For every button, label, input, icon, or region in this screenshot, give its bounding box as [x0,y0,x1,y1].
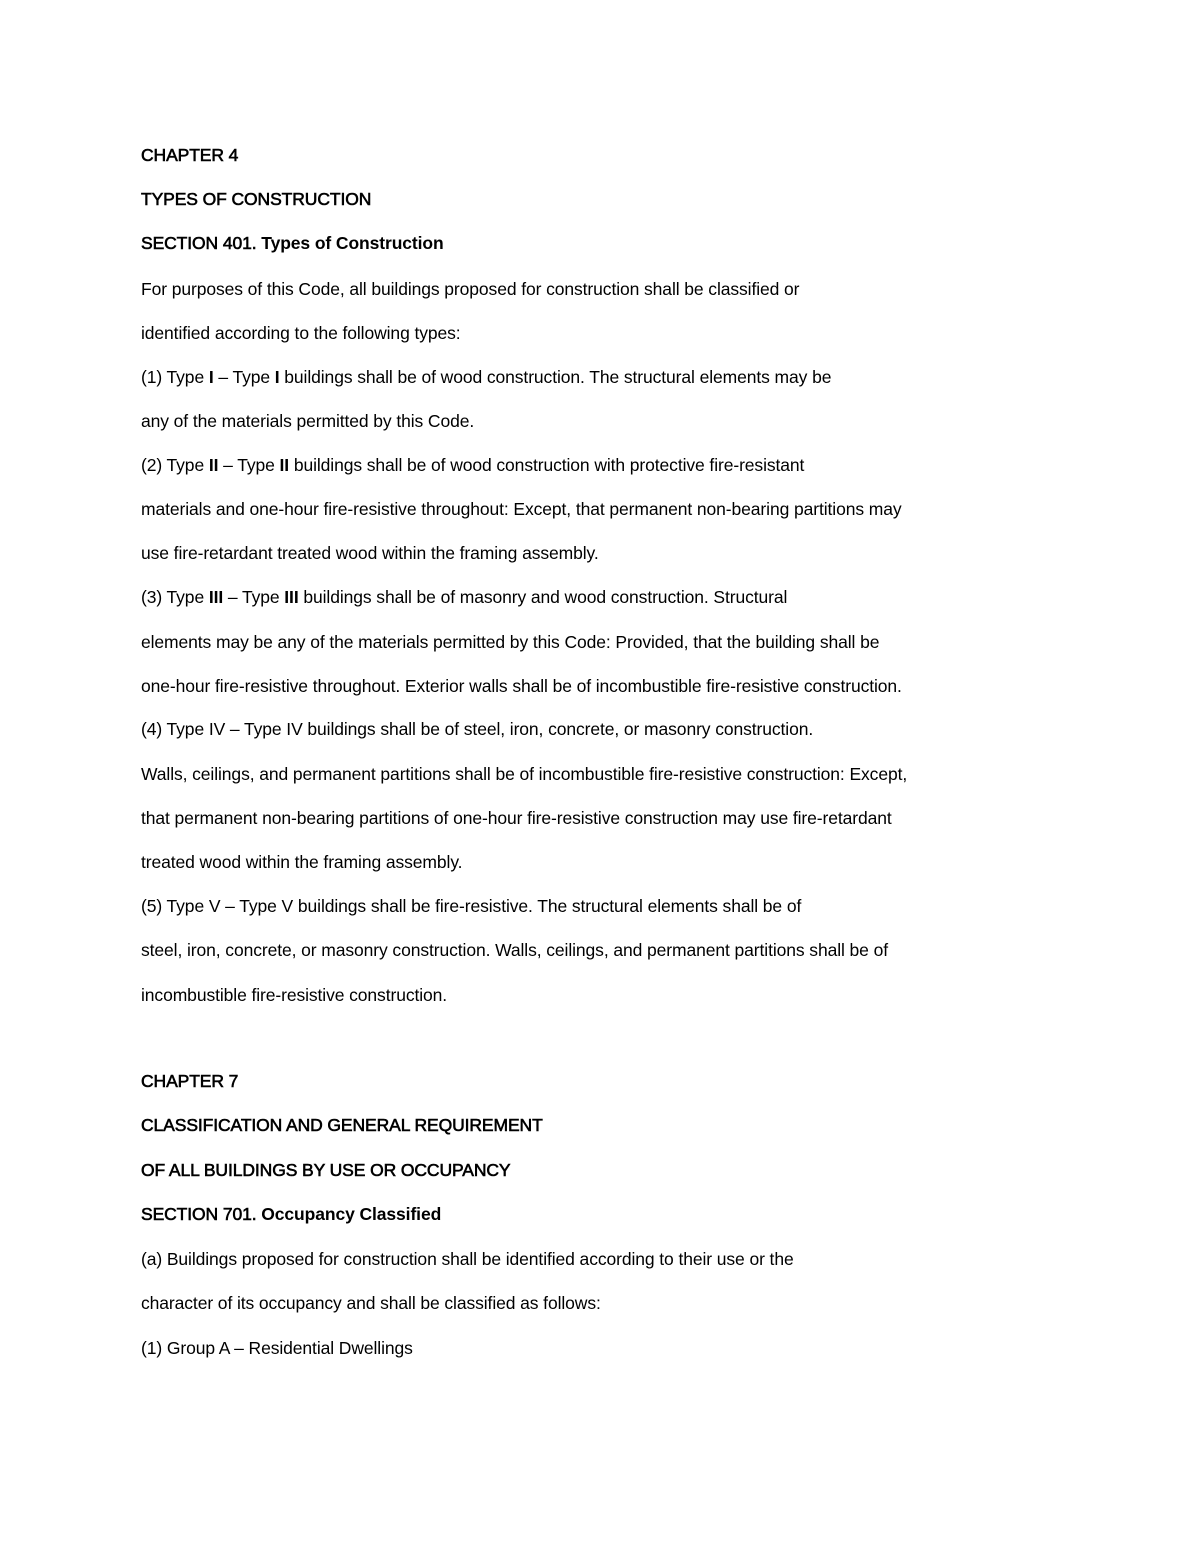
chapter-7-label: CHAPTER 7 [141,1071,239,1091]
type-2-rest: buildings shall be of wood construction with protective fire-resistant [289,455,805,475]
chapter-4-label: CHAPTER 4 [141,145,239,165]
type-1-prefix: (1) Type [141,367,209,387]
type-4-cont-2: that permanent non-bearing partitions of one-hour fire-resistive construction may use fire-retardant [141,808,892,828]
section-701-title: Occupancy Classified [261,1204,442,1224]
chapter-7-title-line-1: CLASSIFICATION AND GENERAL REQUIREMENT [141,1115,543,1135]
type-1-line [141,366,831,388]
type-3-cont-1: elements may be any of the materials permitted by this Code: Provided, that the building shall be [141,632,880,652]
type-2-prefix: (2) Type [141,455,209,475]
type-4-cont-3: treated wood within the framing assembly. [141,852,463,872]
type-2-cont-1: materials and one-hour fire-resistive throughout: Except, that permanent non-bearing partitions may [141,499,902,519]
type-1-num: I [208,367,214,387]
type-3-mid: – Type [223,587,285,607]
type-3-rest: buildings shall be of masonry and wood construction. Structural [298,587,788,607]
type-5-cont-1: steel, iron, concrete, or masonry construction. Walls, ceilings, and permanent partitions shall be of [141,940,888,960]
type-4-line: (4) Type IV – Type IV buildings shall be of steel, iron, concrete, or masonry construction. [141,719,814,739]
section-401-heading [141,232,444,254]
type-2-line [141,454,804,476]
intro-line-2: identified according to the following types: [141,323,461,343]
type-3-num2: III [284,587,299,607]
type-2-num2: II [279,455,290,475]
chapter-7-body-1: (a) Buildings proposed for construction shall be identified according to their use or the [141,1249,794,1269]
chapter-7-title-line-2: OF ALL BUILDINGS BY USE OR OCCUPANCY [141,1160,511,1180]
type-3-cont-2: one-hour fire-resistive throughout. Exterior walls shall be of incombustible fire-resistive construction. [141,676,902,696]
type-4-cont-1: Walls, ceilings, and permanent partitions shall be of incombustible fire-resistive construction: Except, [141,764,908,784]
type-3-num: III [208,587,224,607]
section-401-number: SECTION 401. [141,233,262,253]
type-1-num2: I [274,367,280,387]
type-3-prefix: (3) Type [141,587,209,607]
type-3-line [141,586,787,608]
type-2-cont-2: use fire-retardant treated wood within the framing assembly. [141,543,599,563]
type-5-cont-2: incombustible fire-resistive construction. [141,985,448,1005]
section-401-title: Types of Construction [261,233,444,253]
section-701-heading [141,1203,441,1225]
chapter-7-body-2: character of its occupancy and shall be classified as follows: [141,1293,601,1313]
type-1-mid: – Type [213,367,275,387]
type-2-num: II [208,455,219,475]
type-1-cont-1: any of the materials permitted by this Code. [141,411,475,431]
type-1-rest: buildings shall be of wood construction. The structural elements may be [279,367,832,387]
type-5-line: (5) Type V – Type V buildings shall be fire-resistive. The structural elements shall be of [141,896,802,916]
chapter-7-body-3: (1) Group A – Residential Dwellings [141,1338,413,1358]
type-2-mid: – Type [218,455,280,475]
section-701-number: SECTION 701. [141,1204,262,1224]
chapter-4-title: TYPES OF CONSTRUCTION [141,189,372,209]
intro-line-1: For purposes of this Code, all buildings proposed for construction shall be classified or [141,279,800,299]
